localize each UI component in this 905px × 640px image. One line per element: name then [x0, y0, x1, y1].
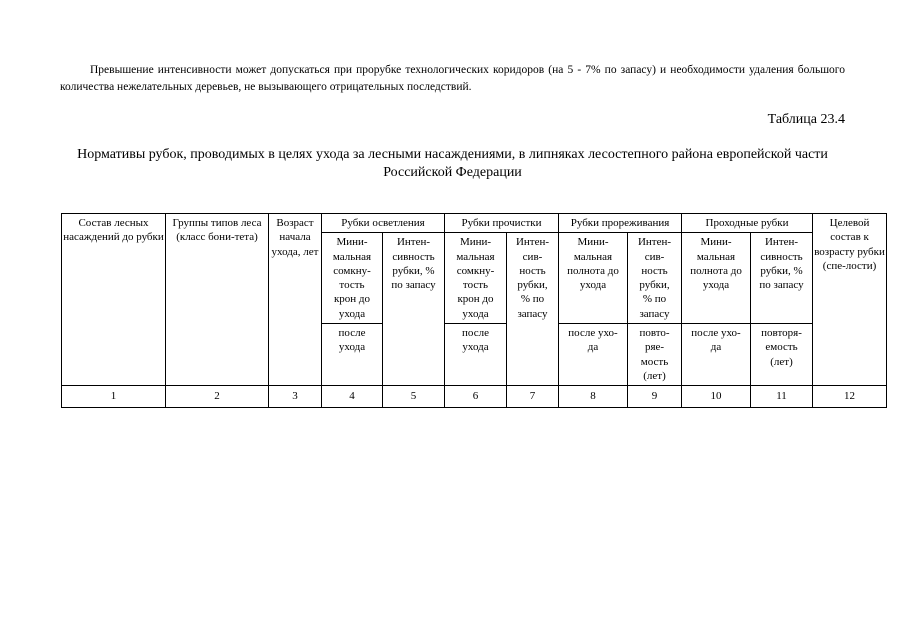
header-c11-repeat: повторя- емость (лет) [751, 324, 813, 386]
column-number: 4 [322, 386, 383, 407]
header-c8-min-density: Мини- мальная полнота до ухода [559, 233, 628, 324]
header-group-prokhodnye: Проходные рубки [682, 214, 813, 233]
header-group-prochistki: Рубки прочистки [445, 214, 559, 233]
column-number: 1 [62, 386, 166, 407]
standards-table [61, 213, 887, 408]
table-title: Нормативы рубок, проводимых в целях ухода за лесными насаждениями, в липняках лесостепного района европейской части Российской Федерации [77, 147, 828, 180]
header-c4-after: после ухода [322, 324, 383, 386]
column-number: 10 [682, 386, 751, 407]
header-c4-min-closure: Мини- мальная сомкну- тость крон до ухода [322, 233, 383, 324]
header-group-prorezhivaniya: Рубки прореживания [559, 214, 682, 233]
header-composition: Состав лесных насаждений до рубки [62, 214, 166, 386]
header-start-age: Возраст начала ухода, лет [269, 214, 322, 386]
header-c11-intensity: Интен- сивность рубки, % по запасу [751, 233, 813, 324]
header-target-composition: Целевой состав к возрасту рубки (спе-лости) [813, 214, 887, 386]
header-c6-min-closure: Мини- мальная сомкну- тость крон до ухода [445, 233, 507, 324]
column-number: 2 [166, 386, 269, 407]
header-c9-repeat: повто- ряе- мость (лет) [628, 324, 682, 386]
table-column-numbers-row [62, 386, 887, 407]
column-number: 8 [559, 386, 628, 407]
header-c10-after: после ухо- да [682, 324, 751, 386]
table-header-row-1 [62, 214, 887, 233]
column-number: 5 [383, 386, 445, 407]
column-number: 3 [269, 386, 322, 407]
column-number: 12 [813, 386, 887, 407]
header-c7-intensity: Интен- сив- ность рубки, % по запасу [507, 233, 559, 386]
column-number: 11 [751, 386, 813, 407]
header-c8-after: после ухо- да [559, 324, 628, 386]
header-c10-min-density: Мини- мальная полнота до ухода [682, 233, 751, 324]
header-c9-intensity: Интен- сив- ность рубки, % по запасу [628, 233, 682, 324]
header-forest-type-groups: Группы типов леса (класс бони-тета) [166, 214, 269, 386]
header-group-osvetlenie: Рубки осветления [322, 214, 445, 233]
intro-paragraph: Превышение интенсивности может допускаться при прорубке технологических коридоров (на 5 - 7% по запасу) и необходимости удаления большого количества нежелательных деревьев, не вызывающего отрицательных последствий. [60, 64, 845, 93]
column-number: 9 [628, 386, 682, 407]
header-c6-after: после ухода [445, 324, 507, 386]
header-c5-intensity: Интен- сивность рубки, % по запасу [383, 233, 445, 386]
column-number: 7 [507, 386, 559, 407]
table-label: Таблица 23.4 [767, 112, 845, 127]
column-number: 6 [445, 386, 507, 407]
